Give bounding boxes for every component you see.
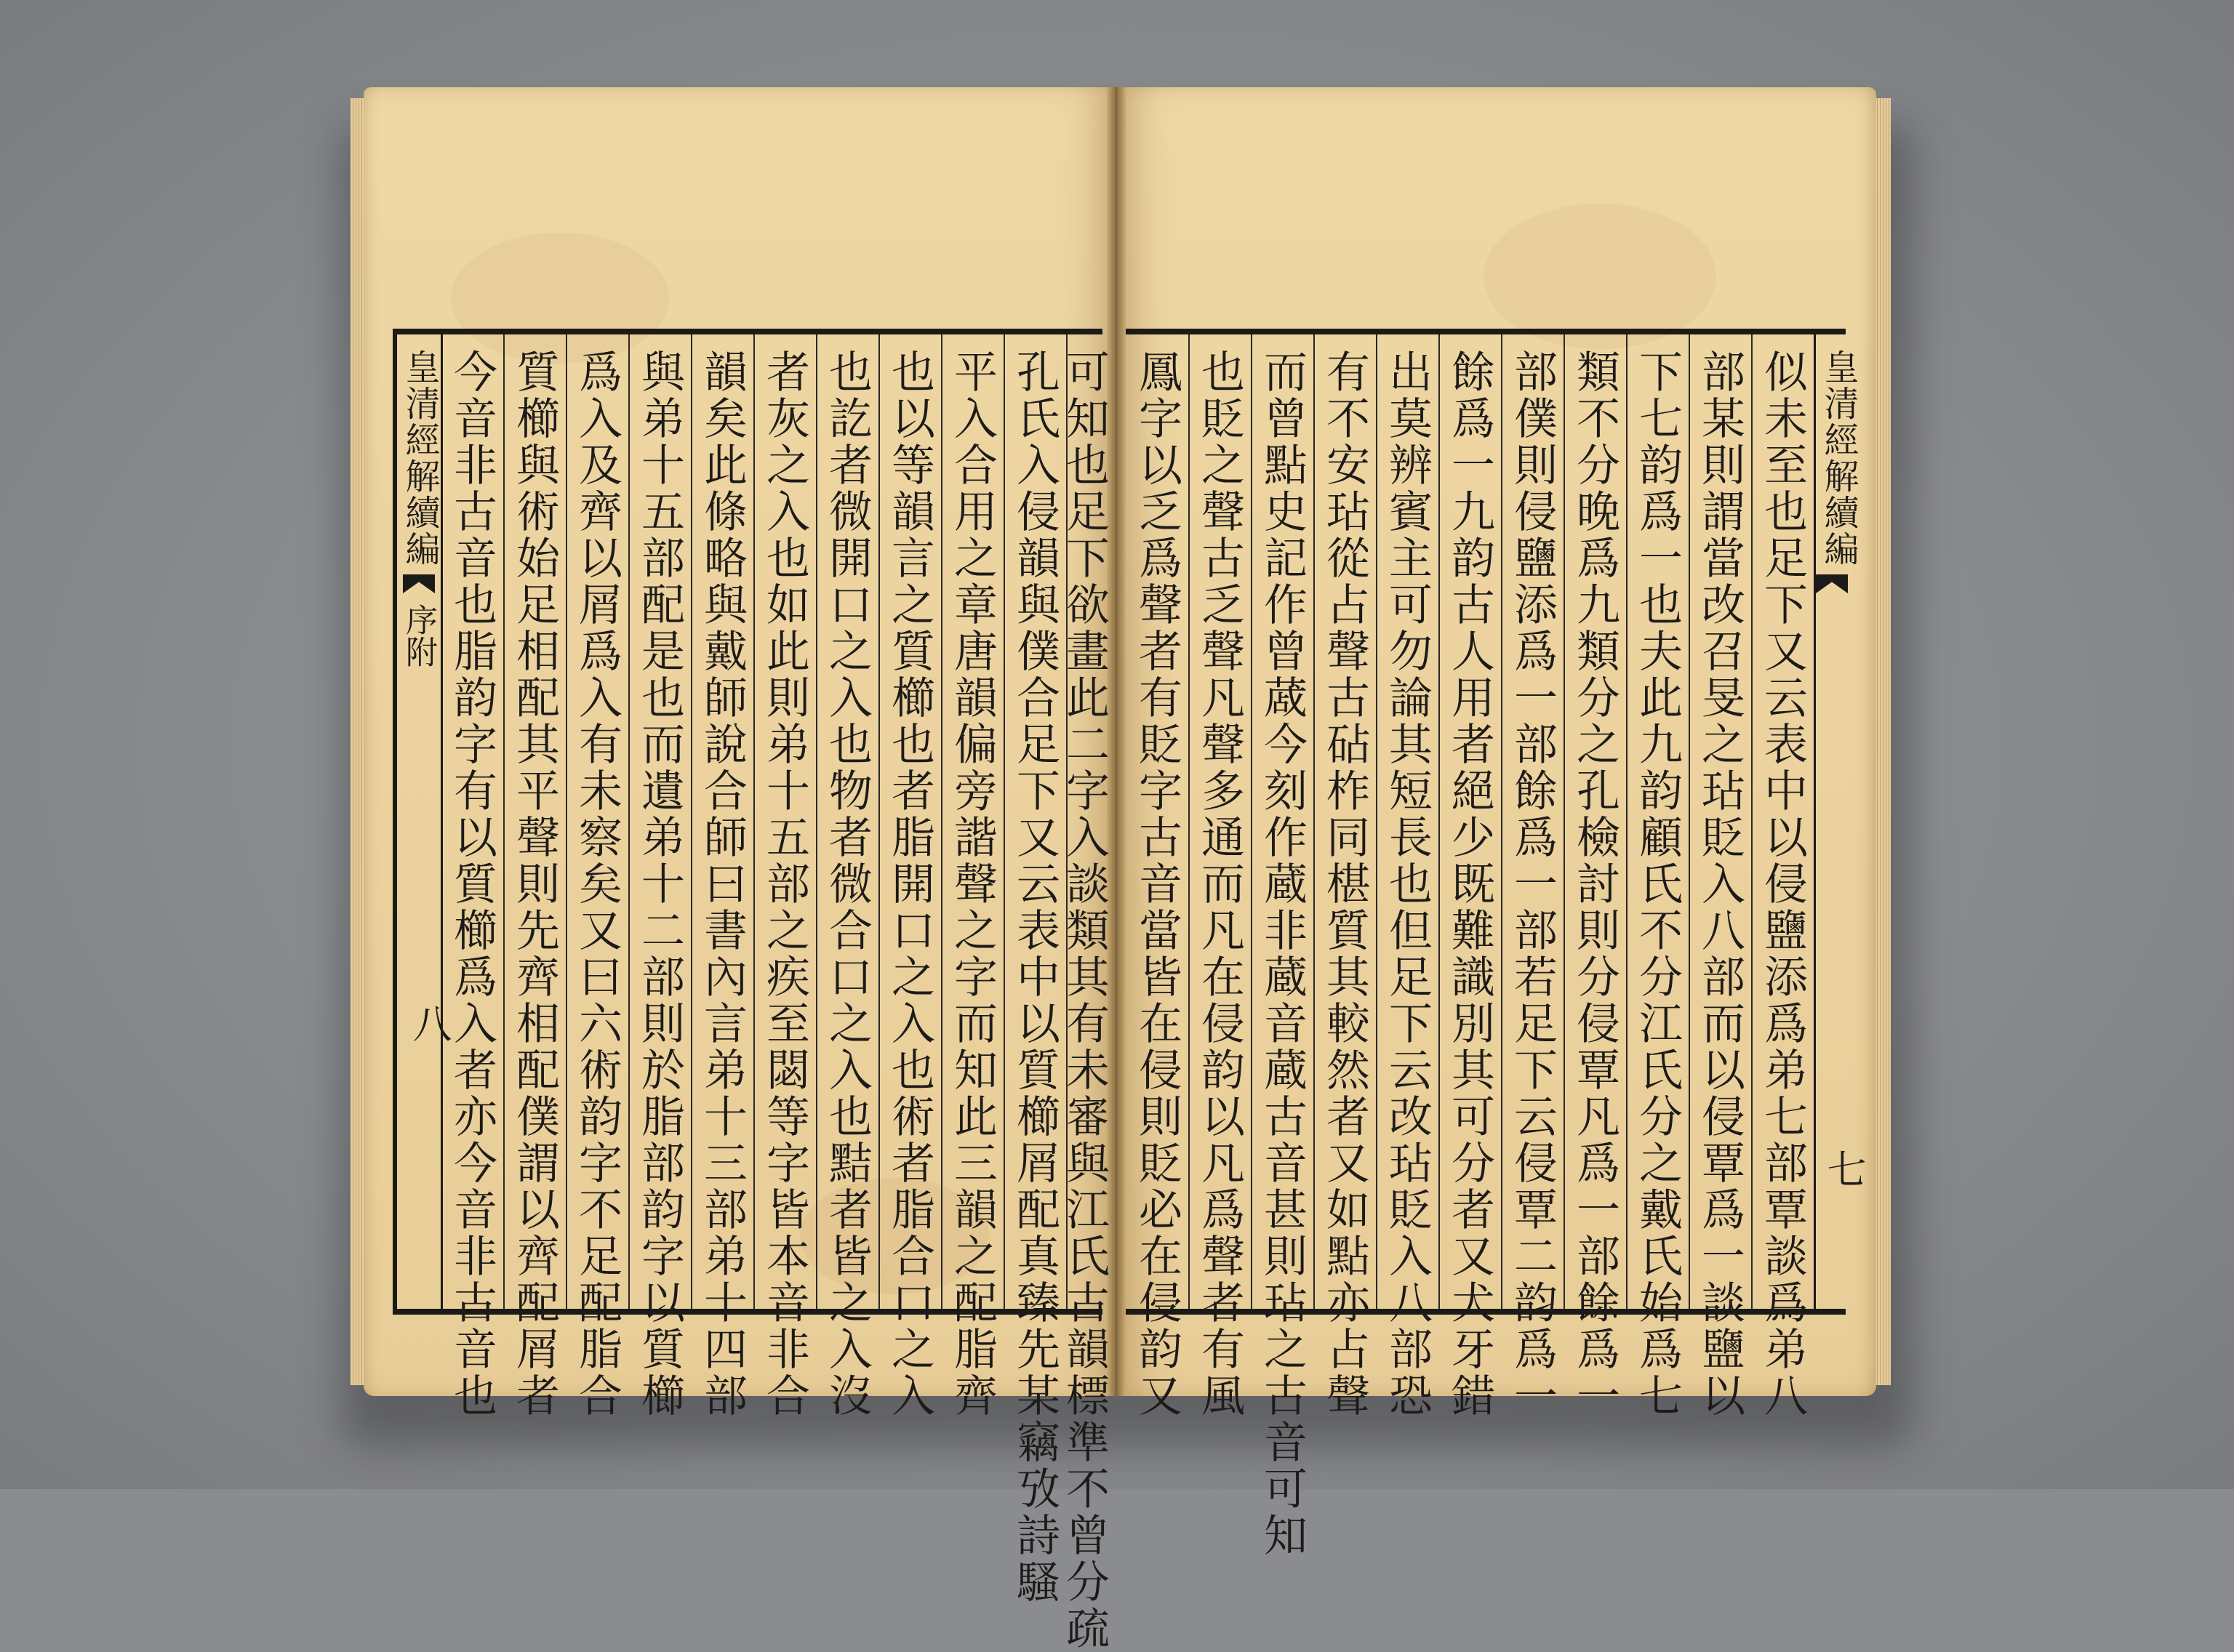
text-column (878, 334, 942, 1419)
column-text: 鳳字以乏爲聲者有貶字古音當皆在侵則貶必在侵韵又 (1132, 349, 1182, 1419)
folio-number: 八 (407, 1003, 452, 1043)
text-column (691, 334, 755, 1419)
column-text: 者灰之入也如此則弟十五部之疾至閟等字皆本音非合 (759, 349, 810, 1419)
column-text: 有不安玷從占聲古砧柞同椹質其較然者又如點亦占聲 (1319, 349, 1370, 1419)
column-text: 爲入及齊以屑爲入有未察矣又曰六術韵字不足配脂合 (572, 349, 622, 1419)
right-text-frame (1126, 329, 1867, 1559)
column-text: 部僕則侵鹽添爲一部餘爲一部若足下云侵覃二韵爲一 (1507, 349, 1558, 1419)
column-text: 也貶之聲古乏聲凡聲多通而凡在侵韵以凡爲聲者有風 (1194, 349, 1245, 1419)
column-text: 部某則謂當改召旻之玷貶入八部而以侵覃爲一談鹽以 (1694, 349, 1745, 1419)
column-text: 也以等韻言之質櫛也者脂開口之入也術者脂合口之入 (884, 349, 935, 1419)
left-text-frame (393, 329, 1110, 1652)
text-column (1313, 334, 1377, 1419)
paper-stain (1484, 204, 1716, 349)
text-column (1438, 334, 1502, 1419)
column-text: 與弟十五部配是也而遺弟十二部則於脂部韵字以質櫛 (634, 349, 685, 1419)
text-column (628, 334, 692, 1419)
folio-number: 七 (1821, 1149, 1867, 1188)
column-text: 餘爲一九韵古人用者絕少既難識別其可分者又犬牙錯 (1444, 349, 1495, 1419)
text-column (1501, 334, 1565, 1419)
column-text: 平入合用之章唐韻偏旁諧聲之字而知此三韻之配脂齊 (947, 349, 998, 1419)
left-banxin (397, 334, 452, 1309)
text-column (441, 334, 505, 1419)
column-text: 下七韵爲一也夫此九韵顧氏不分江氏分之戴氏始爲七 (1632, 349, 1683, 1419)
column-text: 今音非古音也脂韵字有以質櫛爲入者亦今音非古音也 (447, 349, 497, 1419)
banxin-title: 皇清經解續編 (399, 349, 440, 567)
text-column (941, 334, 1005, 1419)
banxin-title: 皇清經解續編 (1818, 349, 1859, 567)
text-column (503, 334, 567, 1419)
text-column (1126, 334, 1190, 1419)
text-column (1689, 334, 1753, 1419)
text-column (816, 334, 880, 1419)
text-column (753, 334, 817, 1419)
column-text: 韻矣此條略與戴師說合師曰書內言弟十三部弟十四部 (697, 349, 748, 1419)
column-text: 出莫辨賓主可勿論其短長也但足下云改玷貶入八部恐 (1382, 349, 1433, 1419)
fishtail-mark-icon (1816, 574, 1848, 593)
text-column (1376, 334, 1440, 1419)
text-column (1564, 334, 1628, 1419)
column-text: 而曾點史記作曾蒧今刻作蔵非蔵音蔵古音甚則玷之古音可知 (1257, 349, 1308, 1559)
column-text: 可知也足下欲畫此二字入談類其有未審與江氏古韻標準不曾分疏 (1059, 349, 1110, 1652)
column-text: 也訖者微開口之入也物者微合口之入也黠者皆之入沒 (822, 349, 873, 1419)
text-column (1751, 334, 1815, 1419)
text-column (1188, 334, 1252, 1419)
text-column (1059, 334, 1110, 1652)
right-page-edges (1875, 98, 1891, 1385)
text-column (1626, 334, 1690, 1419)
column-text: 類不分晚爲九類分之孔檢討則分侵覃凡爲一部餘爲一 (1569, 349, 1620, 1419)
text-column (1251, 334, 1315, 1559)
fishtail-mark-icon (403, 574, 435, 593)
text-column (566, 334, 630, 1419)
column-text: 孔氏入侵韻與僕合足下又云表中以質櫛屑配真臻先某竊攷詩騷 (1009, 349, 1060, 1605)
column-text: 質櫛與術始足相配其平聲則先齊相配僕謂以齊配屑者 (509, 349, 560, 1419)
column-text: 似未至也足下又云表中以侵鹽添爲弟七部覃談爲弟八 (1757, 349, 1808, 1419)
right-banxin (1814, 334, 1867, 1309)
banxin-section: 序附 (400, 604, 437, 667)
